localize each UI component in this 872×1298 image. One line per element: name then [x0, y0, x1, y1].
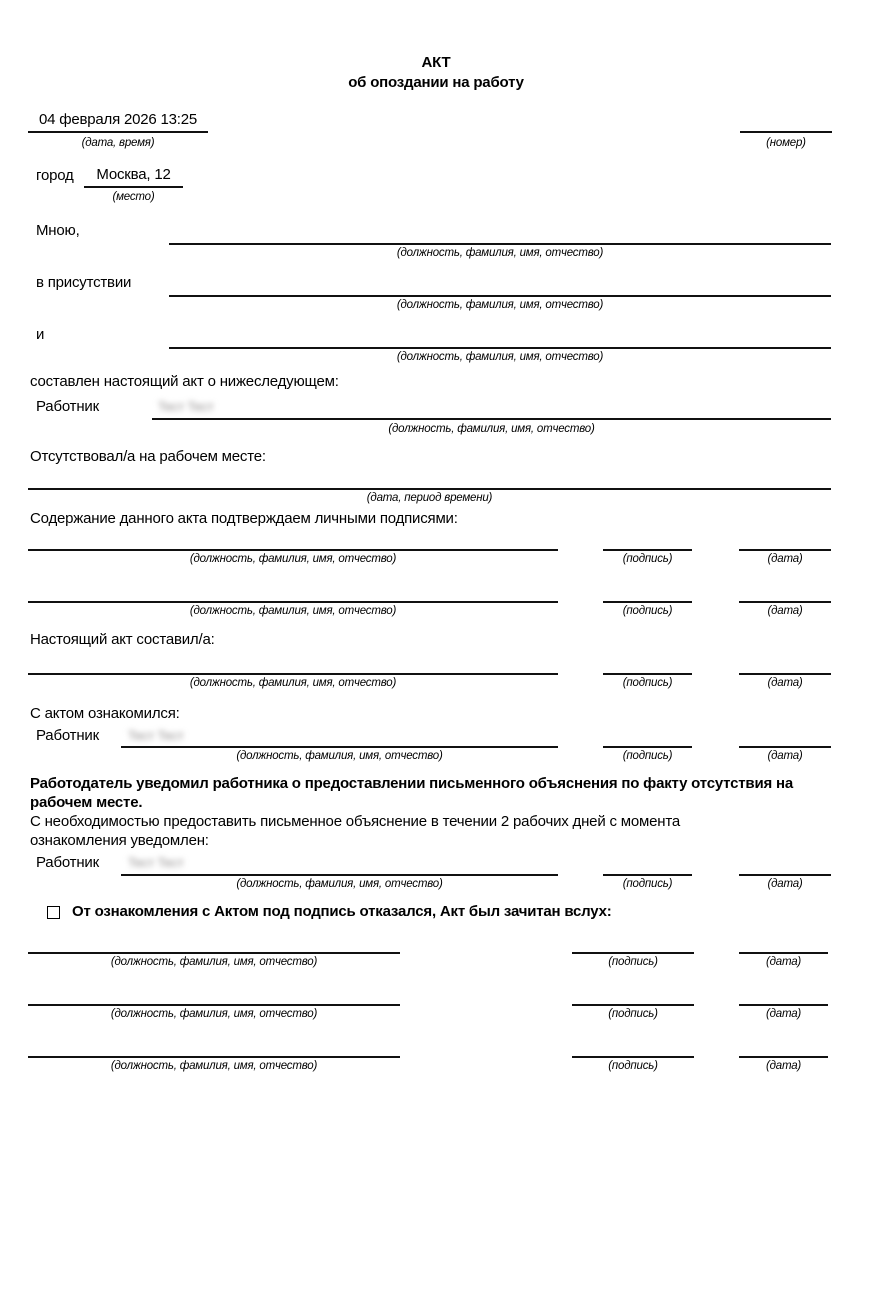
- name-line: [28, 934, 400, 954]
- datetime-value: 04 февраля 2026 13:25: [38, 111, 198, 128]
- composed-text: составлен настоящий акт о нижеследующем:: [30, 373, 339, 390]
- title-line-2: об опоздании на работу: [348, 74, 524, 91]
- date-line: [739, 986, 828, 1006]
- explanation-line-1: С необходимостью предоставить письменное объяснение в течении 2 рабочих дней с момента: [30, 813, 680, 830]
- witness2-caption: (должность, фамилия, имя, отчество): [396, 351, 604, 363]
- date-caption: (дата): [767, 553, 803, 565]
- city-caption: (место): [112, 191, 155, 203]
- date-line: [739, 583, 831, 603]
- date-caption: (дата): [765, 1008, 802, 1020]
- refusal-checkbox[interactable]: [47, 906, 60, 919]
- name-line: [121, 856, 558, 876]
- datetime-caption: (дата, время): [81, 137, 155, 149]
- date-caption: (дата): [765, 956, 802, 968]
- witness1-caption: (должность, фамилия, имя, отчество): [396, 299, 604, 311]
- confirm-text: Содержание данного акта подтверждаем личными подписями:: [30, 510, 458, 527]
- employer-notice: [30, 774, 832, 812]
- signature-caption: (подпись): [622, 605, 673, 617]
- name-caption: (должность, фамилия, имя, отчество): [236, 878, 443, 890]
- employee-label-2: Работник: [36, 727, 99, 744]
- absent-text: Отсутствовал/а на рабочем месте:: [30, 448, 266, 465]
- city-field: [84, 165, 183, 188]
- city-label: город: [36, 167, 74, 184]
- date-line: [739, 655, 831, 675]
- name-line: [121, 728, 558, 748]
- date-line: [739, 1038, 828, 1058]
- date-period-caption: (дата, период времени): [366, 492, 493, 504]
- composed-by-text: Настоящий акт составил/а:: [30, 631, 215, 648]
- employee-caption-1: (должность, фамилия, имя, отчество): [388, 423, 595, 435]
- date-period-line: [28, 470, 831, 490]
- signature-line: [603, 856, 692, 876]
- name-line: [28, 655, 558, 675]
- officer-line: [169, 224, 831, 245]
- date-line: [739, 531, 831, 551]
- employee-label-3: Работник: [36, 854, 99, 871]
- signature-line: [603, 728, 692, 748]
- name-line: [28, 1038, 400, 1058]
- name-caption: (должность, фамилия, имя, отчество): [110, 1060, 318, 1072]
- explanation-line-2: ознакомления уведомлен:: [30, 832, 209, 849]
- date-line: [739, 934, 828, 954]
- page-title: [0, 53, 872, 93]
- witness2-line: [169, 328, 831, 349]
- signature-caption: (подпись): [608, 1060, 658, 1072]
- signature-line: [603, 531, 692, 551]
- signature-caption: (подпись): [622, 553, 673, 565]
- date-caption: (дата): [767, 677, 803, 689]
- date-caption: (дата): [767, 878, 803, 890]
- name-line: [28, 986, 400, 1006]
- name-line: [28, 531, 558, 551]
- signature-caption: (подпись): [608, 956, 658, 968]
- employer-notice-line-1: Работодатель уведомил работника о предоставлении письменного объяснения по факту отсутствия на: [30, 775, 793, 792]
- signature-line: [572, 934, 694, 954]
- signature-caption: (подпись): [622, 878, 673, 890]
- name-caption: (должность, фамилия, имя, отчество): [189, 605, 397, 617]
- number-caption: (номер): [766, 137, 806, 149]
- signature-caption: (подпись): [608, 1008, 658, 1020]
- city-value: Москва, 12: [96, 166, 171, 183]
- employer-notice-line-2: рабочем месте.: [30, 794, 143, 811]
- title-line-1: АКТ: [421, 54, 451, 71]
- number-line: [740, 110, 832, 133]
- officer-caption: (должность, фамилия, имя, отчество): [396, 247, 604, 259]
- name-caption: (должность, фамилия, имя, отчество): [189, 553, 397, 565]
- date-line: [739, 728, 831, 748]
- by-me-label: Мною,: [36, 222, 80, 239]
- signature-caption: (подпись): [622, 677, 673, 689]
- in-presence-label: в присутствии: [36, 274, 132, 291]
- date-caption: (дата): [767, 750, 803, 762]
- employee-label-1: Работник: [36, 398, 99, 415]
- datetime-field: [28, 110, 208, 133]
- employee-name-redacted-2: Тест Тест: [128, 728, 184, 743]
- date-caption: (дата): [767, 605, 803, 617]
- acknowledged-text: С актом ознакомился:: [30, 705, 180, 722]
- refusal-text: От ознакомления с Актом под подпись отказался, Акт был зачитан вслух:: [72, 903, 612, 920]
- explanation-text: [30, 812, 832, 850]
- name-caption: (должность, фамилия, имя, отчество): [110, 956, 318, 968]
- name-line: [28, 583, 558, 603]
- signature-line: [572, 986, 694, 1006]
- witness1-line: [169, 276, 831, 297]
- employee-line-1: [152, 400, 831, 420]
- name-caption: (должность, фамилия, имя, отчество): [189, 677, 397, 689]
- employee-name-redacted-1: Тест Тест: [158, 399, 214, 414]
- signature-line: [603, 583, 692, 603]
- date-caption: (дата): [765, 1060, 802, 1072]
- and-label: и: [36, 326, 45, 343]
- employee-name-redacted-3: Тест Тест: [128, 855, 184, 870]
- name-caption: (должность, фамилия, имя, отчество): [110, 1008, 318, 1020]
- signature-caption: (подпись): [622, 750, 673, 762]
- signature-line: [603, 655, 692, 675]
- date-line: [739, 856, 831, 876]
- name-caption: (должность, фамилия, имя, отчество): [236, 750, 443, 762]
- signature-line: [572, 1038, 694, 1058]
